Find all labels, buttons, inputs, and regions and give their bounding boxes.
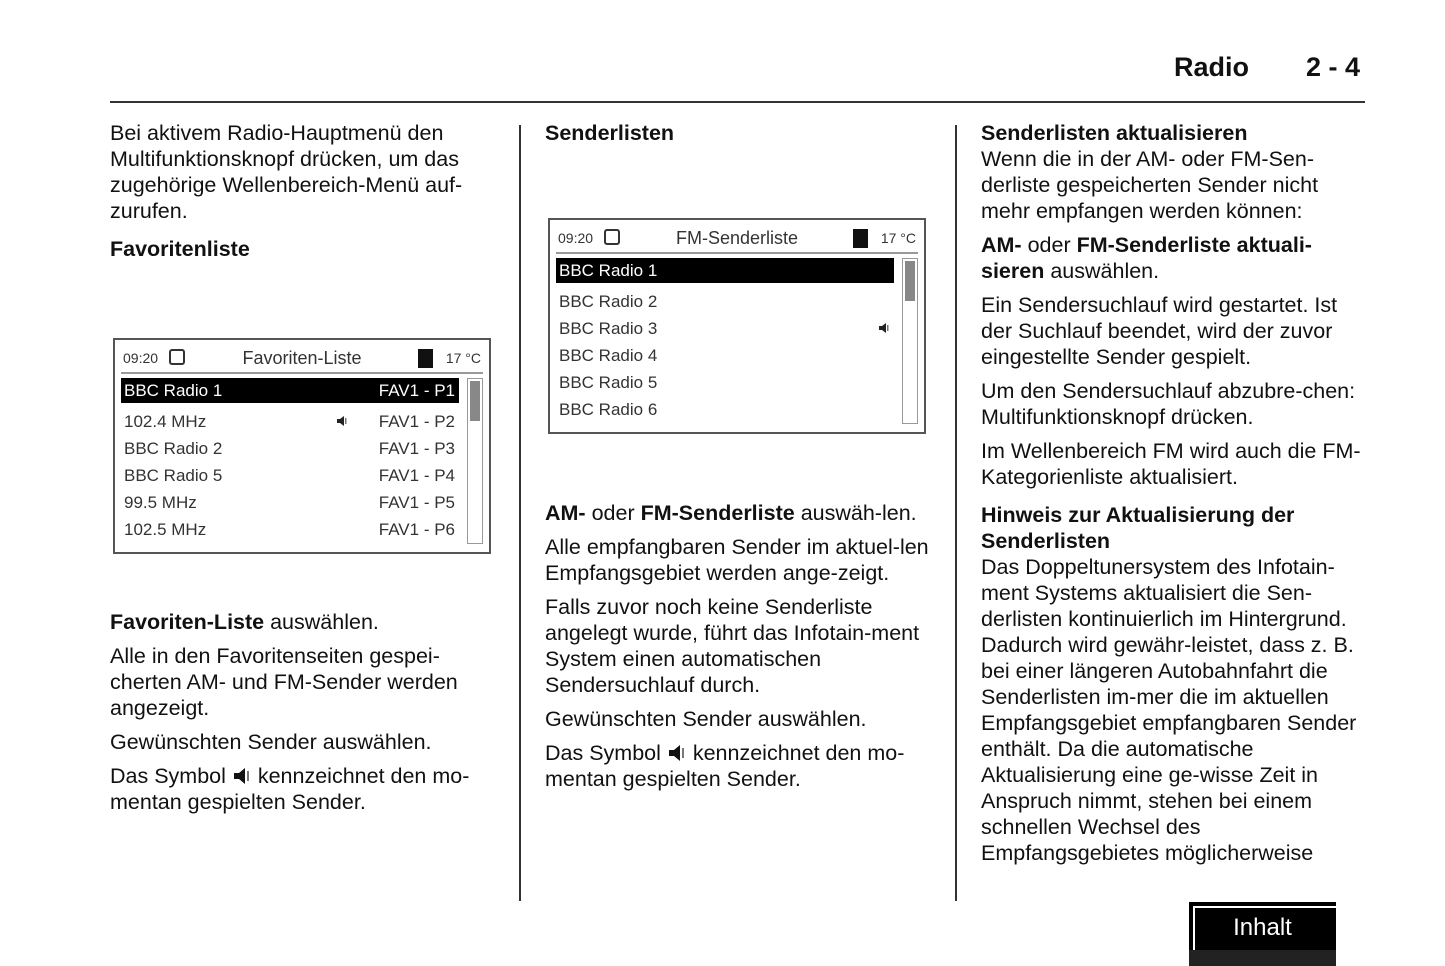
fm-station-list: [556, 258, 894, 423]
paragraph: Um den Sendersuchlauf abzubre-chen: Multifunktionsknopf drücken.: [981, 379, 1356, 429]
column-3: [981, 120, 1371, 874]
paragraph: Im Wellenbereich FM wird auch die FM-Kategorienliste aktualisiert.: [981, 439, 1361, 489]
intro-paragraph: Bei aktivem Radio-Hauptmenü den Multifunktionsknopf drücken, um das zugehörige Wellenbereich-Menü auf-zurufen.: [110, 121, 463, 223]
list-item[interactable]: BBC Radio 5 FAV1 - P4: [124, 466, 455, 485]
paragraph: Falls zuvor noch keine Senderliste angelegt wurde, führt das Infotain-ment System einen automatischen Sendersuchlauf durch.: [545, 595, 920, 697]
clock-time: 09:20: [558, 230, 594, 246]
list-item[interactable]: BBC Radio 1 FAV1 - P1: [121, 378, 459, 403]
speaker-icon: [878, 322, 890, 334]
list-item[interactable]: 102.5 MHz FAV1 - P6: [124, 520, 455, 539]
list-item[interactable]: BBC Radio 1: [556, 258, 894, 283]
select-instruction: AM- oder FM-Senderliste auswäh-len.: [545, 501, 917, 525]
list-item[interactable]: 102.4 MHz FAV1 - P2: [124, 412, 455, 431]
page-number: 2 - 4: [1306, 52, 1361, 82]
list-item[interactable]: BBC Radio 6: [559, 400, 658, 419]
screen-header: [556, 226, 918, 254]
thermometer-icon: [853, 229, 868, 248]
list-item[interactable]: BBC Radio 2 FAV1 - P3: [124, 439, 455, 458]
list-item[interactable]: BBC Radio 3: [556, 315, 894, 342]
favorites-list: [121, 378, 459, 543]
list-item[interactable]: BBC Radio 2: [559, 292, 658, 311]
column-divider-2: [955, 125, 957, 901]
symbol-paragraph: Das Symbol kennzeichnet den mo-mentan gespielten Sender.: [110, 764, 470, 814]
paragraph: Das Doppeltunersystem des Infotain-ment Systems aktualisiert die Sen-derlisten kontinuierlich im Hintergrund. Dadurch wird gewähr-leistet, dass z. B. bei einer längeren Autobahnfahrt die Senderlisten im-mer die im aktuellen Empfangsgebiet empfangbaren Sender enthält. Da die automatische Aktualisierung eine ge-wisse Zeit in Anspruch nimmt, stehen bei einem schnellen Wechsel des Empfangsgebietes möglicherweise: [981, 555, 1357, 865]
clock-time: 09:20: [123, 350, 159, 366]
list-item[interactable]: 99.5 MHz FAV1 - P5: [124, 493, 455, 512]
paragraph: Alle in den Favoritenseiten gespei-cherten AM- und FM-Sender werden angezeigt.: [110, 644, 458, 720]
favoritenliste-heading: Favoritenliste: [110, 237, 250, 261]
symbol-paragraph: Das Symbol kennzeichnet den mo-mentan gespielten Sender.: [545, 741, 905, 791]
temperature: 17 °C: [880, 230, 916, 246]
scrollbar[interactable]: [902, 258, 918, 424]
screen-title: FM-Senderliste: [675, 228, 799, 248]
list-item[interactable]: BBC Radio 4: [559, 346, 658, 365]
speaker-icon: [667, 743, 687, 763]
paragraph: Gewünschten Sender auswählen.: [110, 730, 432, 754]
select-instruction: AM- oder FM-Senderliste aktuali-sieren auswählen.: [981, 233, 1312, 283]
screen-title: Favoriten-Liste: [242, 348, 362, 368]
scrollbar-thumb[interactable]: [470, 381, 480, 421]
screen-header: [121, 346, 483, 374]
paragraph: Gewünschten Sender auswählen.: [545, 707, 867, 731]
hinweis-heading: Hinweis zur Aktualisierung der Senderlisten: [981, 503, 1295, 553]
list-item[interactable]: BBC Radio 5: [559, 373, 658, 392]
contents-button-label: Inhalt: [1233, 914, 1292, 941]
paragraph: Wenn die in der AM- oder FM-Sen-derliste gespeicherten Sender nicht mehr empfangen werden können:: [981, 147, 1319, 223]
paragraph: Ein Sendersuchlauf wird gestartet. Ist der Suchlauf beendet, wird der zuvor eingestellte Sender gespielt.: [981, 293, 1338, 369]
senderlisten-heading: Senderlisten: [545, 121, 675, 145]
senderlisten-aktualisieren-heading: Senderlisten aktualisieren: [981, 121, 1248, 145]
favorites-list-screen: [113, 338, 491, 554]
scrollbar[interactable]: [467, 378, 483, 544]
fm-station-list-screen: [548, 218, 926, 434]
speaker-icon: [232, 766, 252, 786]
header-rule: [110, 101, 1365, 103]
contents-button[interactable]: [1189, 902, 1336, 966]
paragraph: Alle empfangbaren Sender im aktuel-len Empfangsgebiet werden ange-zeigt.: [545, 535, 929, 585]
speaker-icon: [336, 415, 348, 427]
section-title: Radio: [1174, 52, 1250, 82]
select-instruction: Favoriten-Liste auswählen.: [110, 610, 379, 634]
thermometer-icon: [418, 349, 433, 368]
temperature: 17 °C: [445, 350, 481, 366]
scrollbar-thumb[interactable]: [905, 261, 915, 301]
column-divider-1: [519, 125, 521, 901]
